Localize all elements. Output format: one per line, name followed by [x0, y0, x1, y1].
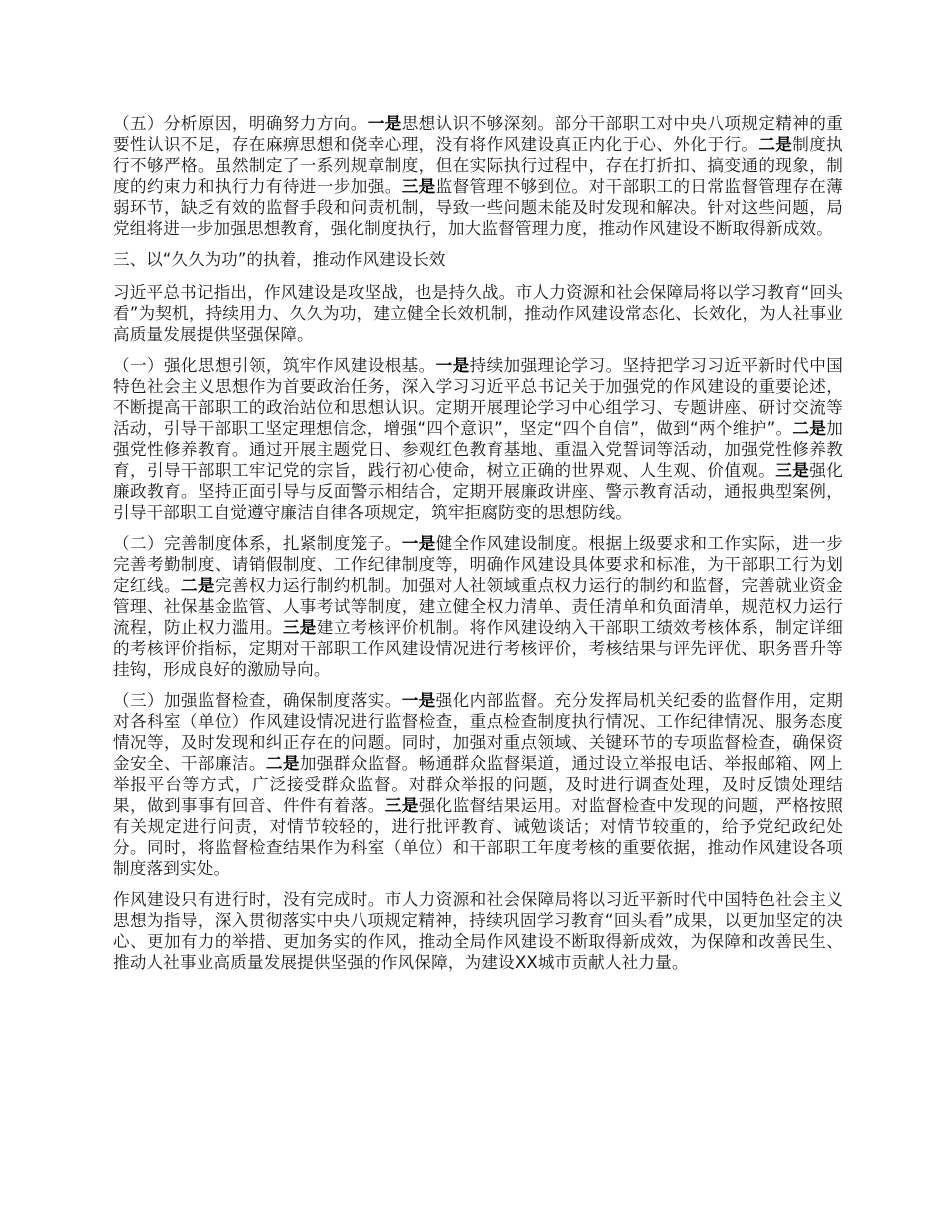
emphasis-marker: 二是	[792, 419, 827, 438]
paragraph-conclusion	[113, 889, 843, 973]
text-segment: 强化内部监督。充分发挥局机关纪委的监督作用，定期对各科室（单位）作风建设情况进行监督检查，重点检查制度执行情况、工作纪律情况、服务态度情况等，及时发现和纠正存在的问题。同时，加强对重点领域、关键环节的专项监督检查，确保资金安全、干部廉洁。	[113, 691, 843, 773]
paragraph-intro-long-term	[113, 282, 843, 345]
document-page	[113, 113, 843, 983]
text-segment: （五）分析原因，明确努力方向。	[113, 114, 368, 133]
text-segment: 三、以“久久为功”的执着，推动作风建设长效	[113, 250, 446, 269]
emphasis-marker: 二是	[265, 754, 300, 773]
text-segment: 强化廉政教育。坚持正面引导与反面警示相结合，定期开展廉政讲座、警示教育活动，通报典型案例，引导干部职工自觉遵守廉洁自律各项规定，筑牢拒腐防变的思想防线。	[113, 461, 843, 522]
text-segment: 制度执行不够严格。虽然制定了一系列规章制度，但在实际执行过程中，存在打折扣、搞变通的现象，制度的约束力和执行力有待进一步加强。	[113, 135, 843, 196]
emphasis-marker: 一是	[401, 691, 436, 710]
paragraph-institutional-system	[113, 533, 843, 680]
paragraph-ideological-guidance	[113, 355, 843, 523]
paragraph-analysis-causes	[113, 113, 843, 239]
text-segment: 加强党性修养教育。通过开展主题党日、参观红色教育基地、重温入党誓词等活动，加强党性修养教育，引导干部职工牢记党的宗旨，践行初心使命，树立正确的世界观、人生观、价值观。	[113, 419, 843, 480]
section-heading-long-term	[113, 249, 843, 270]
emphasis-marker: 一是	[401, 534, 436, 553]
emphasis-marker: 三是	[384, 796, 419, 815]
emphasis-marker: 三是	[775, 461, 810, 480]
text-segment: 健全作风建设制度。根据上级要求和工作实际，进一步完善考勤制度、请销假制度、工作纪律制度等，明确作风建设具体要求和标准，为干部职工行为划定红线。	[113, 534, 843, 595]
text-segment: 监督管理不够到位。对干部职工的日常监督管理存在薄弱环节，缺乏有效的监督手段和问责机制，导致一些问题未能及时发现和解决。针对这些问题，局党组将进一步加强思想教育，强化制度执行，加大监督管理力度，推动作风建设不断取得新成效。	[113, 177, 843, 238]
text-segment: 持续加强理论学习。坚持把学习习近平新时代中国特色社会主义思想作为首要政治任务，深入学习习近平总书记关于加强党的作风建设的重要论述，不断提高干部职工的政治站位和思想认识。定期开展理论学习中心组学习、专题讲座、研讨交流等活动，引导干部职工坚定理想信念，增强“四个意识”，坚定“四个自信”，做到“两个维护”。	[113, 356, 843, 438]
text-segment: 建立考核评价机制。将作风建设纳入干部职工绩效考核体系，制定详细的考核评价指标，定期对干部职工作风建设情况进行考核评价，考核结果与评先评优、职务晋升等挂钩，形成良好的激励导向。	[113, 618, 843, 679]
emphasis-marker: 二是	[758, 135, 793, 154]
text-segment: （三）加强监督检查，确保制度落实。	[113, 691, 402, 710]
emphasis-marker: 一是	[435, 356, 470, 375]
paragraph-supervision-inspection	[113, 690, 843, 879]
text-segment: 强化监督结果运用。对监督检查中发现的问题，严格按照有关规定进行问责，对情节较轻的，进行批评教育、诫勉谈话；对情节较重的，给予党纪政纪处分。同时，将监督检查结果作为科室（单位）和干部职工年度考核的重要依据，推动作风建设各项制度落到实处。	[113, 796, 843, 878]
text-segment: 习近平总书记指出，作风建设是攻坚战，也是持久战。市人力资源和社会保障局将以学习教育“回头看”为契机，持续用力、久久为功，建立健全长效机制，推动作风建设常态化、长效化，为人社事业高质量发展提供坚强保障。	[113, 283, 843, 344]
emphasis-marker: 三是	[282, 618, 317, 637]
text-segment: （一）强化思想引领，筑牢作风建设根基。	[113, 356, 436, 375]
text-segment: （二）完善制度体系，扎紧制度笼子。	[113, 534, 402, 553]
emphasis-marker: 三是	[401, 177, 436, 196]
text-segment: 加强群众监督。畅通群众监督渠道，通过设立举报电话、举报邮箱、网上举报平台等方式，广泛接受群众监督。对群众举报的问题，及时进行调查处理，及时反馈处理结果，做到事事有回音、件件有着落。	[113, 754, 843, 815]
emphasis-marker: 二是	[180, 576, 215, 595]
text-segment: 完善权力运行制约机制。加强对人社领域重点权力运行的制约和监督，完善就业资金管理、社保基金监管、人事考试等制度，建立健全权力清单、责任清单和负面清单，规范权力运行流程，防止权力滥用。	[113, 576, 843, 637]
text-segment: 思想认识不够深刻。部分干部职工对中央八项规定精神的重要性认识不足，存在麻痹思想和侥幸心理，没有将作风建设真正内化于心、外化于行。	[113, 114, 843, 154]
text-segment: 作风建设只有进行时，没有完成时。市人力资源和社会保障局将以习近平新时代中国特色社会主义思想为指导，深入贯彻落实中央八项规定精神，持续巩固学习教育“回头看”成果，以更加坚定的决心、更加有力的举措、更加务实的作风，推动全局作风建设不断取得新成效，为保障和改善民生、推动人社事业高质量发展提供坚强的作风保障，为建设XX城市贡献人社力量。	[113, 890, 843, 972]
emphasis-marker: 一是	[367, 114, 402, 133]
